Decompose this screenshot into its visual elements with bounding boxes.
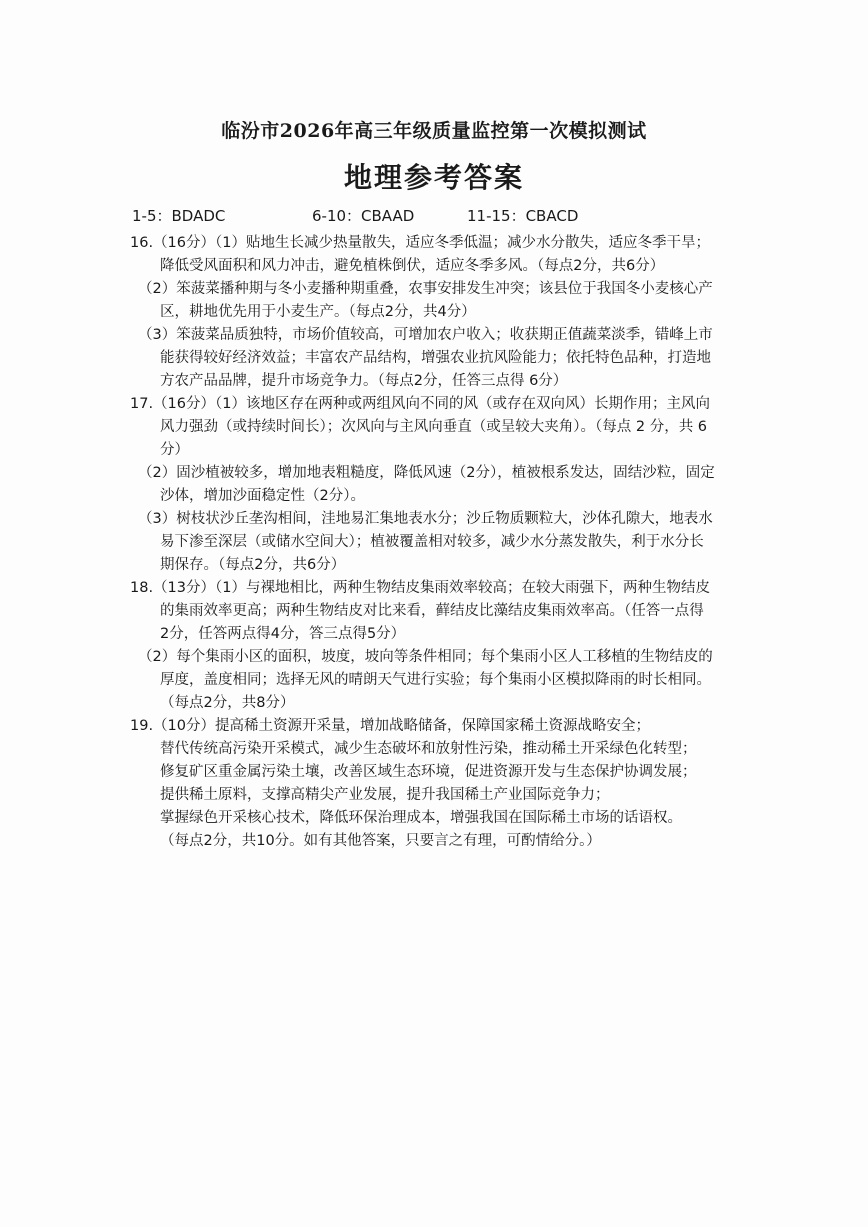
q16-line-1: 16.（16分）（1）贴地生长减少热量散失，适应冬季低温；减少水分散失，适应冬季干旱； xyxy=(130,235,710,251)
q17-part2-line-2: 沙体，增加沙面稳定性（2分）。 xyxy=(160,488,365,504)
mc-answers-11-15: 11-15：CBACD xyxy=(467,207,579,225)
q18-part2-line-2: 厚度，盖度相同；选择无风的晴朗天气进行实验；每个集雨小区模拟降雨的时长相同。 xyxy=(160,672,711,688)
q18-part2-line-1: （2）每个集雨小区的面积，坡度，坡向等条件相同；每个集雨小区人工移植的生物结皮的 xyxy=(138,649,713,665)
q18-line-2: 的集雨效率更高；两种生物结皮对比来看，藓结皮比藻结皮集雨效率高。（任答一点得 xyxy=(160,603,704,619)
mc-answers-1-5: 1-5：BDADC xyxy=(132,207,226,225)
q19-line-4: 提供稀土原料，支撑高精尖产业发展，提升我国稀土产业国际竞争力； xyxy=(160,787,610,803)
q16-part2-line-2: 区，耕地优先用于小麦生产。（每点2分，共4分） xyxy=(160,304,476,320)
question-16 xyxy=(130,232,742,393)
question-17 xyxy=(130,393,742,577)
q17-part3-line-2: 易下渗至深层（或储水空间大）；植被覆盖相对较多，减少水分蒸发散失，利于水分长 xyxy=(160,534,704,550)
exam-title: 临汾市2026年高三年级质量监控第一次模拟测试 xyxy=(221,120,647,142)
question-19 xyxy=(130,715,742,853)
q17-line-1: 17.（16分）（1）该地区存在两种或两组风向不同的风（或存在双向风）长期作用；主风向 xyxy=(130,396,710,412)
q18-part2-line-3: （每点2分，共8分） xyxy=(160,695,295,711)
q17-line-3: 分） xyxy=(160,442,189,458)
q16-part2-line-1: （2）笨菠菜播种期与冬小麦播种期重叠，农事安排发生冲突；该县位于我国冬小麦核心产 xyxy=(138,281,713,297)
q17-part2-line-1: （2）固沙植被较多，增加地表粗糙度，降低风速（2分），植被根系发达，固结沙粒，固定 xyxy=(138,465,715,481)
question-18 xyxy=(130,577,742,715)
answer-content xyxy=(132,232,742,853)
q17-line-2: 风力强劲（或持续时间长）；次风向与主风向垂直（或呈较大夹角）。（每点 2 分，共 6 xyxy=(160,419,708,435)
q19-line-6: （每点2分，共10分。如有其他答案，只要言之有理，可酌情给分。） xyxy=(160,833,601,849)
q16-part3-line-2: 能获得较好经济效益；丰富农产品结构，增强农业抗风险能力；依托特色品种，打造地 xyxy=(160,350,711,366)
q19-line-1: 19.（10分）提高稀土资源开采量，增加战略储备，保障国家稀土资源战略安全； xyxy=(130,718,651,734)
mc-answers-6-10: 6-10：CBAAD xyxy=(312,207,415,225)
q17-part3-line-1: （3）树枝状沙丘垄沟相间，洼地易汇集地表水分；沙丘物质颗粒大，沙体孔隙大，地表水 xyxy=(138,511,713,527)
q17-part3-line-3: 期保存。（每点2分，共6分） xyxy=(160,557,346,573)
q16-part3-line-3: 方农产品品牌，提升市场竞争力。（每点2分，任答三点得 6分） xyxy=(160,373,568,389)
q16-part3-line-1: （3）笨菠菜品质独特，市场价值较高，可增加农户收入；收获期正值蔬菜淡季，错峰上市 xyxy=(138,327,713,343)
q18-line-1: 18.（13分）（1）与裸地相比，两种生物结皮集雨效率较高；在较大雨强下，两种生物结皮 xyxy=(130,580,710,596)
q16-line-2: 降低受风面积和风力冲击，避免植株倒伏，适应冬季多风。（每点2分，共6分） xyxy=(160,258,665,274)
q19-line-2: 替代传统高污染开采模式，减少生态破坏和放射性污染，推动稀土开采绿色化转型； xyxy=(160,741,697,757)
answer-key-heading: 地理参考答案 xyxy=(343,161,524,194)
q19-line-5: 掌握绿色开采核心技术，降低环保治理成本，增强我国在国际稀土市场的话语权。 xyxy=(160,810,682,826)
q18-line-3: 2分，任答两点得4分，答三点得5分） xyxy=(160,626,406,642)
q19-line-3: 修复矿区重金属污染土壤，改善区域生态环境，促进资源开发与生态保护协调发展； xyxy=(160,764,697,780)
